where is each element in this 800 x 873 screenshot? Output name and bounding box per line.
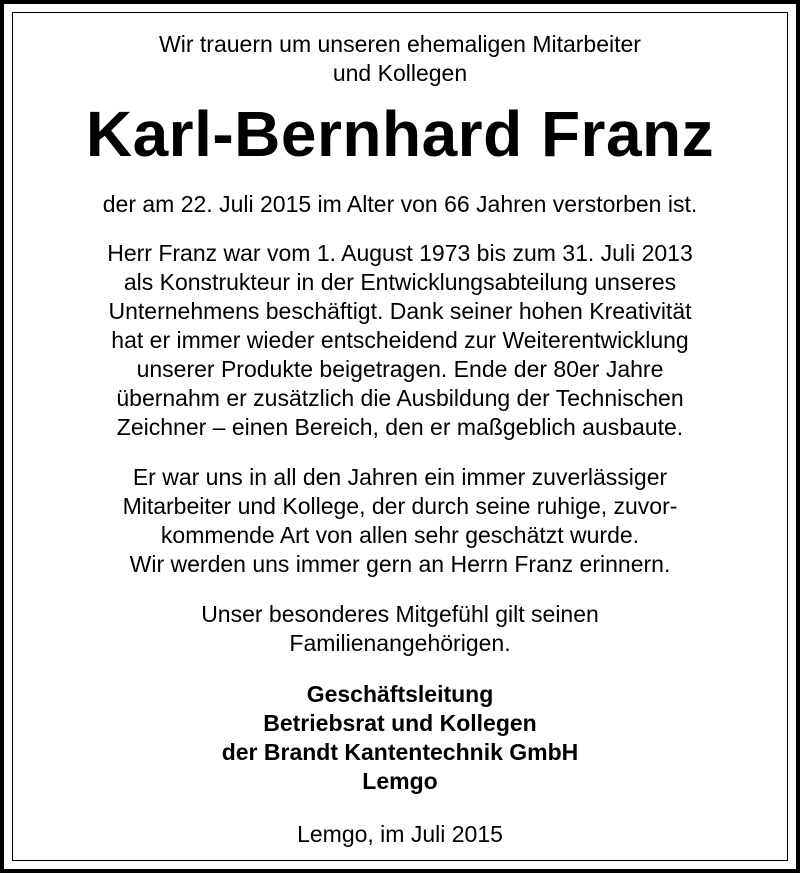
paragraph-line: Wir werden uns immer gern an Herrn Franz erinnern.: [129, 551, 671, 577]
paragraph-line: Zeichner – einen Bereich, den er maßgeblich ausbaute.: [116, 414, 684, 440]
paragraph-line: Er war uns in all den Jahren ein immer zuverlässiger: [132, 464, 668, 490]
paragraph-line: hat er immer wieder entscheidend zur Weiterentwicklung: [111, 327, 689, 353]
paragraph-line: Herr Franz war vom 1. August 1973 bis zum 31. Juli 2013: [107, 240, 693, 266]
paragraph-line: als Konstrukteur in der Entwicklungsabteilung unseres: [123, 269, 677, 295]
paragraph-line: Familienangehörigen.: [289, 630, 511, 656]
paragraph-line: Unternehmens beschäftigt. Dank seiner hohen Kreativität: [108, 298, 692, 324]
deceased-name: Karl-Bernhard Franz: [85, 98, 715, 170]
paragraph-line: unserer Produkte beigetragen. Ende der 80er Jahre: [136, 356, 664, 382]
intro-line: Wir trauern um unseren ehemaligen Mitarbeiter: [159, 31, 641, 57]
career-paragraph: [4, 239, 796, 442]
intro-text: [4, 30, 796, 88]
paragraph-line: kommende Art von allen sehr geschätzt wurde.: [160, 522, 640, 548]
intro-line: und Kollegen: [332, 60, 468, 86]
signature-line: Betriebsrat und Kollegen: [263, 710, 537, 736]
death-date-line: der am 22. Juli 2015 im Alter von 66 Jahren verstorben ist.: [102, 191, 698, 217]
signature-line: Geschäftsleitung: [306, 681, 494, 707]
signature-line: Lemgo: [362, 768, 438, 794]
paragraph-line: Mitarbeiter und Kollege, der durch seine ruhige, zuvor-: [122, 493, 678, 519]
paragraph-line: übernahm er zusätzlich die Ausbildung der Technischen: [116, 385, 684, 411]
paragraph-line: Unser besonderes Mitgefühl gilt seinen: [201, 601, 599, 627]
place-and-date: Lemgo, im Juli 2015: [297, 821, 503, 847]
signature-line: der Brandt Kantentechnik GmbH: [221, 739, 579, 765]
condolence-paragraph: [4, 600, 796, 658]
signature-block: [4, 680, 796, 796]
tribute-paragraph: [4, 463, 796, 579]
